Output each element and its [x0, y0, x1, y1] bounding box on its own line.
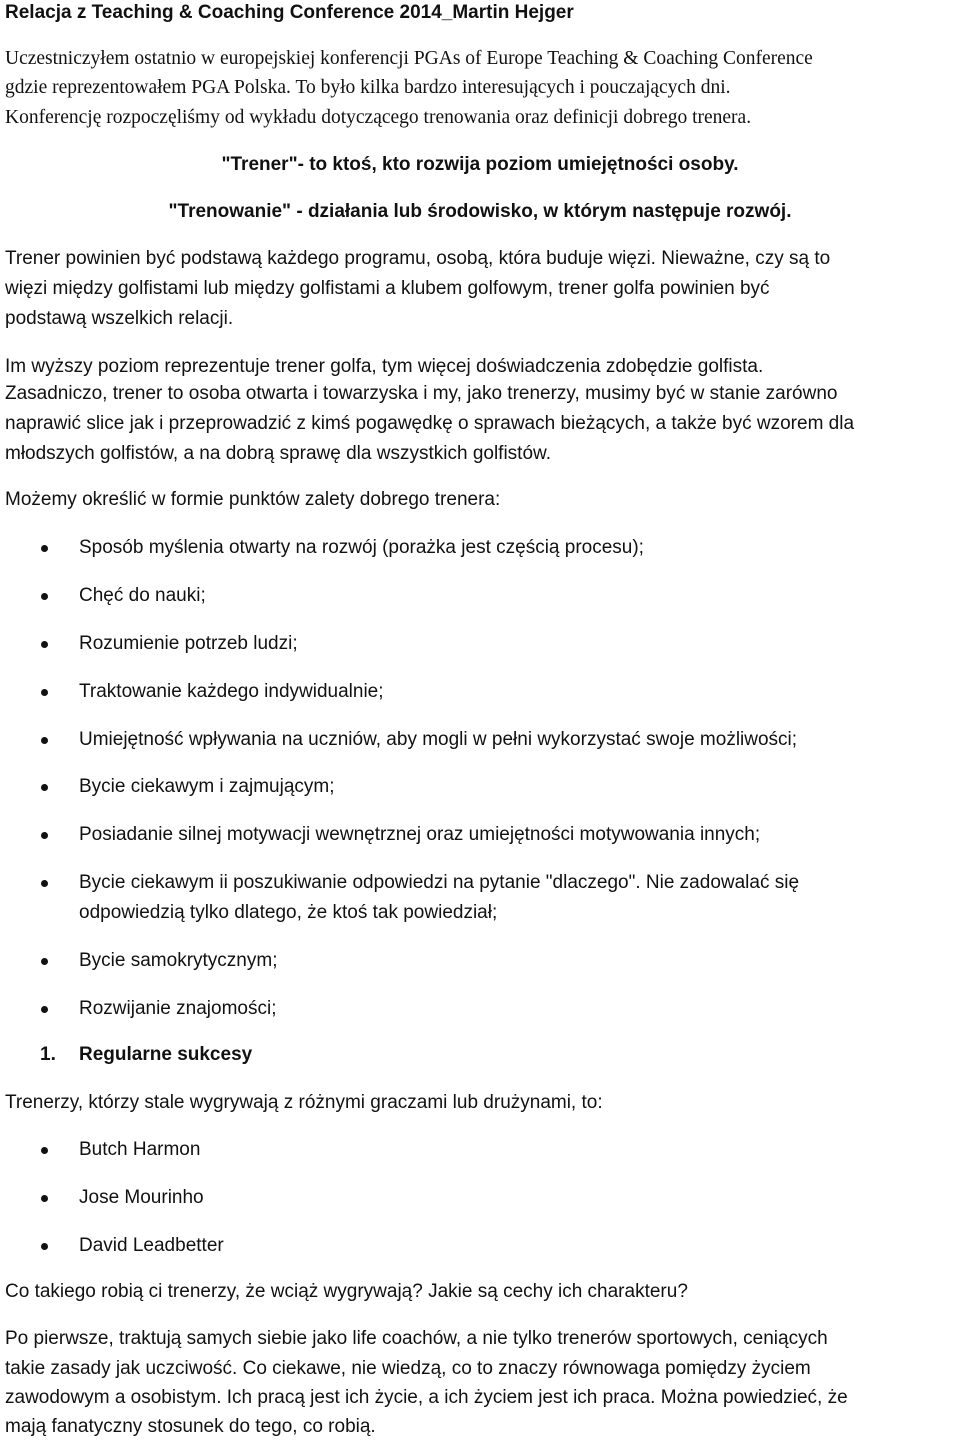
bullet-icon — [41, 1006, 48, 1013]
numbered-heading-label: Regularne sukcesy — [79, 1044, 253, 1065]
question: Co takiego robią ci trenerzy, że wciąż wygrywają? Jakie są cechy ich charakteru? — [5, 1281, 688, 1302]
numbered-heading — [0, 1043, 960, 1073]
paragraph-line: Zasadniczo, trener to osoba otwarta i towarzyska i my, jako trenerzy, musimy być w stanie zarówno — [5, 383, 838, 404]
list-item-text: Bycie ciekawym i zajmującym; — [79, 776, 335, 797]
definition-trenowanie: "Trenowanie" - działania lub środowisko, w którym następuje rozwój. — [168, 201, 792, 222]
bullet-icon — [41, 641, 48, 648]
list-item — [0, 1138, 960, 1168]
list-item-text: Jose Mourinho — [79, 1187, 204, 1208]
list-item — [0, 584, 960, 614]
bullet-icon — [41, 958, 48, 965]
list-item — [0, 775, 960, 805]
list-item-text: odpowiedzią tylko dlatego, że ktoś tak powiedział; — [79, 902, 498, 923]
paragraph-line: więzi między golfistami lub między golfistami a klubem golfowym, trener golfa powinien być — [5, 278, 770, 299]
bullet-icon — [41, 784, 48, 791]
winners-intro: Trenerzy, którzy stale wygrywają z różnymi graczami lub drużynami, to: — [5, 1092, 603, 1113]
intro-line: gdzie reprezentowałem PGA Polska. To było kilka bardzo interesujących i pouczających dni. — [5, 77, 731, 98]
list-item — [0, 680, 960, 710]
bullet-icon — [41, 1147, 48, 1154]
bullet-icon — [41, 880, 48, 887]
list-item-text: Posiadanie silnej motywacji wewnętrznej oraz umiejętności motywowania innych; — [79, 824, 761, 845]
list-item-text: Butch Harmon — [79, 1139, 201, 1160]
bullet-icon — [41, 832, 48, 839]
list-item-text: Sposób myślenia otwarty na rozwój (porażka jest częścią procesu); — [79, 537, 644, 558]
intro-line: Konferencję rozpoczęliśmy od wykładu dotyczącego trenowania oraz definicji dobrego trenera. — [5, 107, 752, 128]
list-item-text: Bycie samokrytycznym; — [79, 950, 278, 971]
list-item — [0, 997, 960, 1027]
list-intro: Możemy określić w formie punktów zalety dobrego trenera: — [5, 489, 501, 510]
bullet-icon — [41, 545, 48, 552]
list-item — [0, 1186, 960, 1216]
bullet-icon — [41, 1195, 48, 1202]
list-item — [0, 949, 960, 979]
list-item-text: Umiejętność wpływania na uczniów, aby mogli w pełni wykorzystać swoje możliwości; — [79, 729, 798, 750]
list-item-text: Bycie ciekawym ii poszukiwanie odpowiedzi na pytanie "dlaczego". Nie zadowalać się — [79, 872, 800, 893]
paragraph-line: Im wyższy poziom reprezentuje trener golfa, tym więcej doświadczenia zdobędzie golfista. — [5, 356, 764, 377]
bullet-icon — [41, 1243, 48, 1250]
bullet-icon — [41, 689, 48, 696]
paragraph-line: naprawić slice jak i przeprowadzić z kimś pogawędkę o sprawach bieżących, a także być wzorem dla — [5, 413, 855, 434]
intro-line: Uczestniczyłem ostatnio w europejskiej konferencji PGAs of Europe Teaching & Coaching Conference — [5, 48, 813, 69]
list-item — [0, 823, 960, 853]
list-item — [0, 536, 960, 566]
numbered-heading-number: 1. — [40, 1044, 56, 1065]
list-item — [0, 871, 960, 931]
list-item-text: David Leadbetter — [79, 1235, 224, 1256]
paragraph-line: młodszych golfistów, a na dobrą sprawę dla wszystkich golfistów. — [5, 443, 551, 464]
paragraph-line: zawodowym a osobistym. Ich pracą jest ich życie, a ich życiem jest ich praca. Można powiedzieć, że — [5, 1387, 848, 1408]
list-item — [0, 632, 960, 662]
paragraph-line: mają fanatyczny stosunek do tego, co robią. — [5, 1416, 376, 1437]
list-item-text: Chęć do nauki; — [79, 585, 206, 606]
paragraph-line: Po pierwsze, traktują samych siebie jako life coachów, a nie tylko trenerów sportowych, ceniących — [5, 1328, 828, 1349]
paragraph-line: Trener powinien być podstawą każdego programu, osobą, która buduje więzi. Nieważne, czy są to — [5, 248, 831, 269]
list-item-text: Traktowanie każdego indywidualnie; — [79, 681, 384, 702]
document-title: Relacja z Teaching & Coaching Conference 2014_Martin Hejger — [5, 2, 574, 23]
list-item-text: Rozwijanie znajomości; — [79, 998, 277, 1019]
bullet-icon — [41, 593, 48, 600]
list-item-text: Rozumienie potrzeb ludzi; — [79, 633, 298, 654]
list-item — [0, 728, 960, 758]
definition-trener: "Trener"- to ktoś, kto rozwija poziom umiejętności osoby. — [221, 154, 739, 175]
paragraph-line: takie zasady jak uczciwość. Co ciekawe, nie wiedzą, co to znaczy równowaga pomiędzy życiem — [5, 1358, 811, 1379]
bullet-icon — [41, 737, 48, 744]
paragraph-line: podstawą wszelkich relacji. — [5, 308, 234, 329]
list-item — [0, 1234, 960, 1264]
